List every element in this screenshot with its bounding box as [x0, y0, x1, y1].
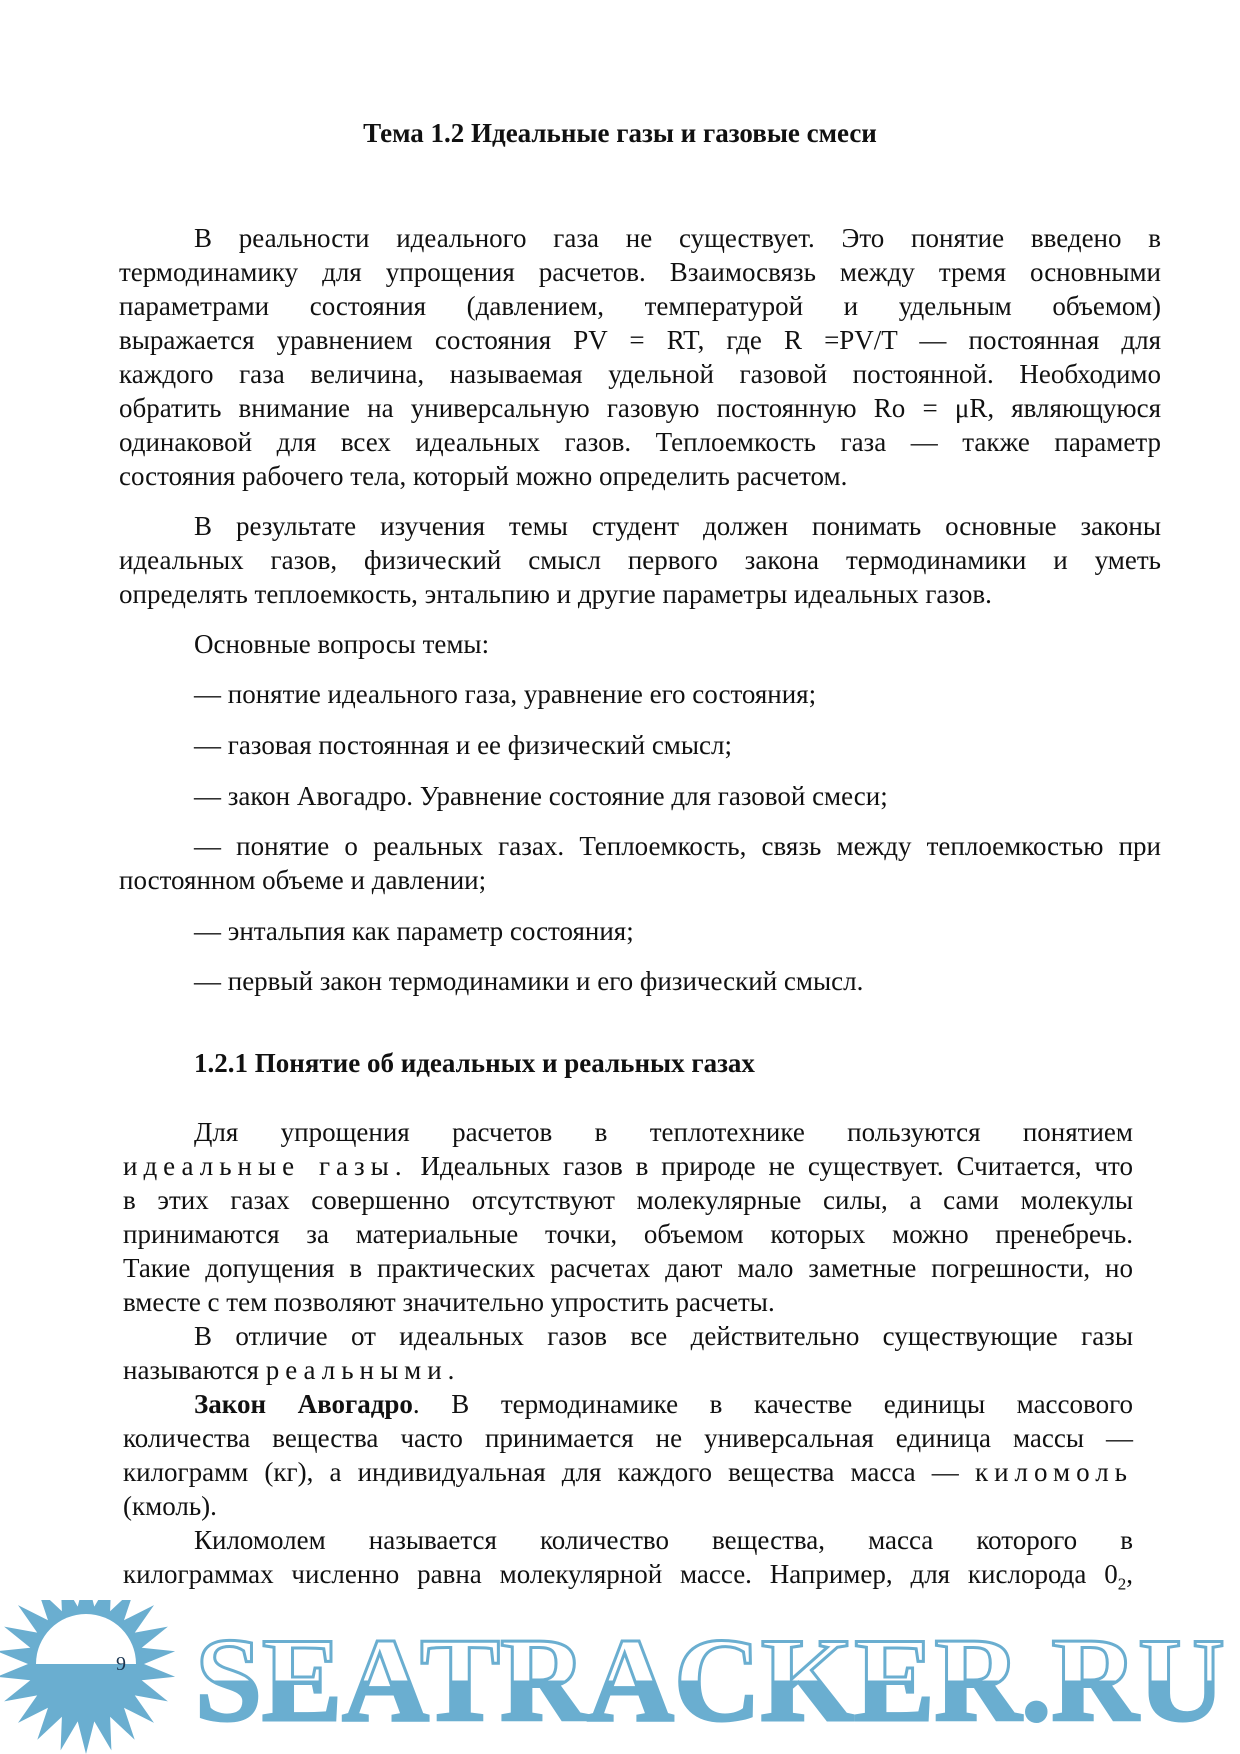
text-line: Такие допущения в практических расчетах дают мало заметные погрешности, но — [123, 1253, 1133, 1283]
text-line — [123, 1455, 1133, 1489]
section-heading: 1.2.1 Понятие об идеальных и реальных газах — [194, 1048, 755, 1078]
list-item: — понятие идеального газа, уравнение его состояния; — [194, 679, 817, 709]
text-line — [123, 1353, 1133, 1387]
text-line: определять теплоемкость, энтальпию и другие параметры идеальных газов. — [119, 579, 992, 609]
spaced-term: идеальные газы. — [123, 1151, 408, 1181]
list-item: — понятие о реальных газах. Теплоемкость, связь между теплоемкостью при — [194, 831, 1161, 861]
page-number: 9 — [116, 1653, 126, 1675]
subscript: 2 — [1117, 1574, 1127, 1594]
list-item-continued: постоянном объеме и давлении; — [119, 865, 487, 895]
text-line: В реальности идеального газа не существует. Это понятие введено в — [194, 223, 1161, 253]
list-item: — закон Авогадро. Уравнение состояние для газовой смеси; — [194, 781, 888, 811]
text-run: называются — [123, 1355, 266, 1385]
text-run: килограммах численно равна молекулярной массе. Например, для кислорода 0 — [123, 1559, 1118, 1589]
text-line: идеальных газов, физический смысл первого закона термодинамики и уметь — [119, 545, 1161, 575]
text-line: В отличие от идеальных газов все действительно существующие газы — [194, 1321, 1133, 1351]
text-line: количества вещества часто принимается не универсальная единица массы — — [123, 1423, 1133, 1453]
text-line: состояния рабочего тела, который можно определить расчетом. — [119, 461, 848, 491]
text-line: выражается уравнением состояния PV = RT, где R =PV/T — постоянная для — [119, 325, 1161, 355]
text-line — [123, 1557, 1133, 1601]
page-title: Тема 1.2 Идеальные газы и газовые смеси — [363, 118, 877, 148]
list-item: — газовая постоянная и ее физический смысл; — [194, 730, 732, 760]
text-line: термодинамику для упрощения расчетов. Взаимосвязь между тремя основными — [119, 257, 1161, 287]
text-line: Киломолем называется количество вещества, масса которого в — [194, 1525, 1133, 1555]
spaced-term: реальными. — [265, 1355, 461, 1385]
text-run: , — [1126, 1559, 1133, 1589]
text-run: Идеальных газов в природе не существует. Считается, что — [407, 1151, 1133, 1181]
text-run: килограмм (кг), а индивидуальная для каждого вещества масса — — [123, 1457, 975, 1487]
text-line: В результате изучения темы студент должен понимать основные законы — [194, 511, 1161, 541]
text-line — [123, 1149, 1133, 1183]
text-line: принимаются за материальные точки, объемом которых можно пренебречь. — [123, 1219, 1133, 1249]
text-line — [194, 1387, 1133, 1421]
text-line: каждого газа величина, называемая удельной газовой постоянной. Необходимо — [119, 359, 1161, 389]
text-line: одинаковой для всех идеальных газов. Теплоемкость газа — также параметр — [119, 427, 1161, 457]
list-item: — энтальпия как параметр состояния; — [194, 916, 634, 946]
list-item: — первый закон термодинамики и его физический смысл. — [194, 966, 864, 996]
text-line: Для упрощения расчетов в теплотехнике пользуются понятием — [194, 1117, 1133, 1147]
text-line: обратить внимание на универсальную газовую постоянную Ro = μR, являющуюся — [119, 393, 1161, 423]
watermark-logo — [0, 1600, 1240, 1754]
questions-label: Основные вопросы темы: — [194, 629, 490, 659]
text-run: . В термодинамике в качестве единицы массового — [412, 1389, 1133, 1419]
spaced-term: киломоль — [974, 1457, 1133, 1487]
bold-term: Закон Авогадро — [194, 1389, 413, 1419]
text-line: вместе с тем позволяют значительно упростить расчеты. — [123, 1287, 775, 1317]
text-line: в этих газах совершенно отсутствуют молекулярные силы, а сами молекулы — [123, 1185, 1133, 1215]
watermark-text: SEATRACKER.RU — [195, 1613, 1225, 1746]
text-line: параметрами состояния (давлением, температурой и удельным объемом) — [119, 291, 1161, 321]
text-line: (кмоль). — [123, 1491, 217, 1521]
